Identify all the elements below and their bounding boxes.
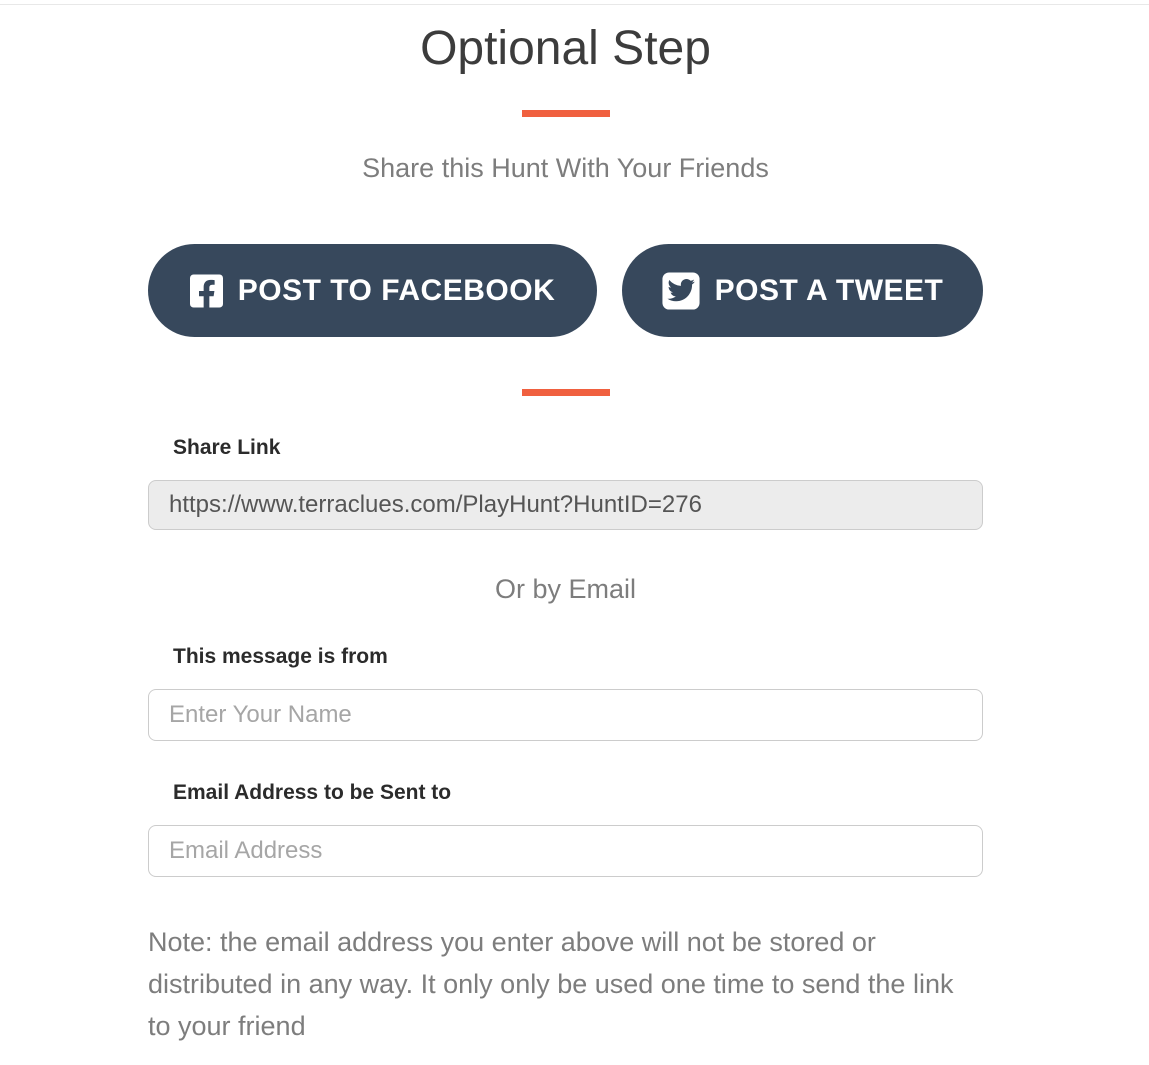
email-address-label: Email Address to be Sent to (173, 781, 452, 805)
social-button-row (148, 244, 983, 337)
sender-name-input[interactable] (148, 689, 983, 741)
privacy-note-text: Note: the email address you enter above will not be stored or distributed in any way. It only only be used one time to send the link to your friend (148, 927, 954, 1042)
post-a-tweet-label: POST A TWEET (714, 273, 944, 307)
post-a-tweet-button[interactable] (622, 244, 983, 337)
share-link-label: Share Link (173, 436, 281, 460)
facebook-square-icon (190, 272, 223, 310)
content-container (148, 5, 983, 1047)
message-from-label: This message is from (173, 645, 388, 669)
share-link-field[interactable] (148, 480, 983, 530)
accent-divider-middle (522, 389, 610, 396)
accent-divider-top (522, 110, 610, 117)
recipient-email-input[interactable] (148, 825, 983, 877)
or-by-email-heading: Or by Email (494, 574, 637, 605)
post-to-facebook-label: POST TO FACEBOOK (237, 273, 556, 307)
twitter-square-icon (662, 272, 700, 310)
share-subtitle: Share this Hunt With Your Friends (362, 153, 769, 184)
post-to-facebook-button[interactable] (148, 244, 597, 337)
page-title: Optional Step (420, 22, 711, 75)
